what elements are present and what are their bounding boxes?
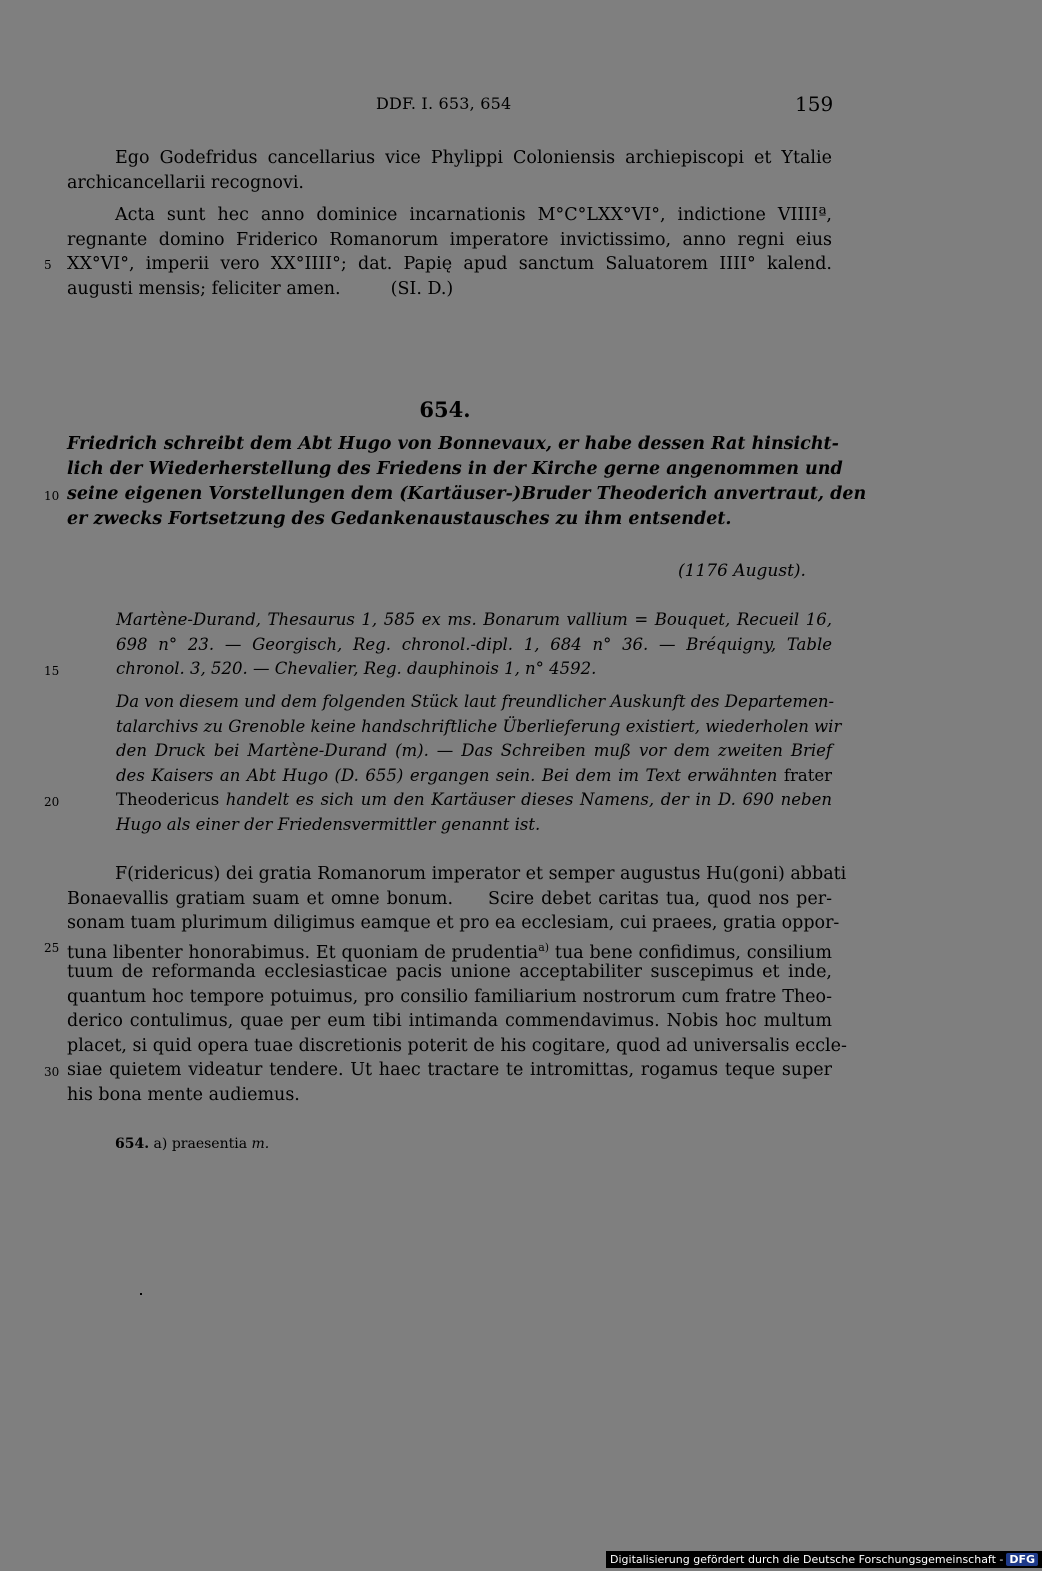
line-number: 10 [44,489,60,503]
text-line: Acta sunt hec anno dominice incarnationis M°C°LXX°VI°, indictione VIIIIª, [115,205,832,225]
editorial-commentary [116,690,842,837]
line-number: 5 [44,258,52,272]
footnote: 654. a) praesentia m. [115,1136,270,1152]
note-line: Hugo als einer der Friedensvermittler genannt ist. [116,814,541,834]
text-line: quantum hoc tempore potuimus, pro consilio familiarium nostrorum cum fratre Theo- [67,986,832,1007]
dfg-logo: DFG [1006,1553,1038,1566]
document-text [67,862,847,1107]
note-line: Da von diesem und dem folgenden Stück laut freundlicher Auskunft des Departemen- [116,692,835,711]
footnote-marker: a) [538,940,550,954]
page-number: 159 [795,92,834,116]
quoted-term: Theodericus [116,790,220,809]
summary-line: er zwecks Fortsetzung des Gedankenaustausches zu ihm entsendet. [67,509,732,529]
note-line: des Kaisers an Abt Hugo (D. 655) ergangen sein. Bei dem im Text erwähnten frater [116,765,832,785]
summary-line: Friedrich schreibt dem Abt Hugo von Bonnevaux, er habe dessen Rat hinsicht- [67,434,839,454]
note-line: chronol. 3, 520. — Chevalier, Reg. dauphinois 1, n° 4592. [116,659,597,678]
text-line: derico contulimus, quae per eum tibi intimanda commendavimus. Nobis hoc multum [67,1011,832,1031]
source-references [116,608,832,682]
text-line: sonam tuam plurimum diligimus eamque et pro ea ecclesiam, cui praees, gratia oppor- [67,913,840,933]
note-line: talarchivs zu Grenoble keine handschriftliche Überlieferung existiert, wiederholen wir [116,716,842,736]
note-line: den Druck bei Martène-Durand (m). — Das Schreiben muß vor dem zweiten Brief [116,741,832,760]
text-line: tuna libenter honorabimus. Et quoniam de prudentia$^{a)}$ tua bene confidimus, consilium [67,940,832,963]
footnote-siglum: m. [251,1136,270,1152]
text-line: F(ridericus) dei gratia Romanorum imperator et semper augustus Hu(goni) abbati [115,864,847,884]
text-line: XX°VI°, imperii vero XX°IIII°; dat. Papię apud sanctum Saluatorem IIII° kalend. [67,254,832,274]
document-summary [67,432,867,532]
document-number: 654. [419,397,471,422]
text-line: tuum de reformanda ecclesiasticae pacis unione acceptabiliter suscepimus et inde, [67,962,832,982]
quoted-term: frater [783,765,832,785]
text-line: regnante domino Friderico Romanorum imperatore invictissimo, anno regni eius [67,229,832,250]
previous-document-subscription [67,146,832,195]
line-number: 20 [44,795,60,809]
running-head: DDF. I. 653, 654 [376,94,512,113]
previous-document-dating [67,203,832,301]
note-line: Martène-Durand, Thesaurus 1, 585 ex ms. Bonarum vallium = Bouquet, Recueil 16, [116,610,832,629]
note-line: 698 n° 23. — Georgisch, Reg. chronol.-dipl. 1, 684 n° 36. — Bréquigny, Table [116,634,832,654]
text-line: augusti mensis; feliciter amen. (SI. D.) [67,278,454,299]
text-line: placet, si quid opera tuae discretionis poterit de his cogitare, quod ad universalis eccle- [67,1035,847,1056]
page-header [0,94,1000,120]
line-number: 15 [44,664,60,678]
text-line: siae quietem videatur tendere. Ut haec tractare te intromittas, rogamus teque super [67,1060,832,1080]
text-line: Bonaevallis gratiam suam et omne bonum. Scire debet caritas tua, quod nos per- [67,888,832,909]
summary-line: lich der Wiederherstellung des Friedens in der Kirche gerne angenommen und [67,459,843,479]
line-number: 30 [44,1065,60,1079]
text-line: his bona mente audiemus. [67,1084,300,1105]
summary-line: seine eigenen Vorstellungen dem (Kartäuser-)Bruder Theoderich anvertraut, den [67,484,867,504]
speck-mark [140,1293,142,1295]
line-number: 25 [44,941,60,955]
credit-text: Digitalisierung gefördert durch die Deutsche Forschungsgemeinschaft - [610,1553,1004,1566]
text-line: archicancellarii recognovi. [67,172,304,193]
digitization-credit [606,1551,1042,1568]
text-line: Ego Godefridus cancellarius vice Phylippi Coloniensis archiepiscopi et Ytalie [115,148,832,168]
footnote-label: 654. [115,1136,150,1152]
document-date: (1176 August). [678,561,806,581]
note-line: Theodericus handelt es sich um den Kartäuser dieses Namens, der in D. 690 neben [116,790,832,809]
